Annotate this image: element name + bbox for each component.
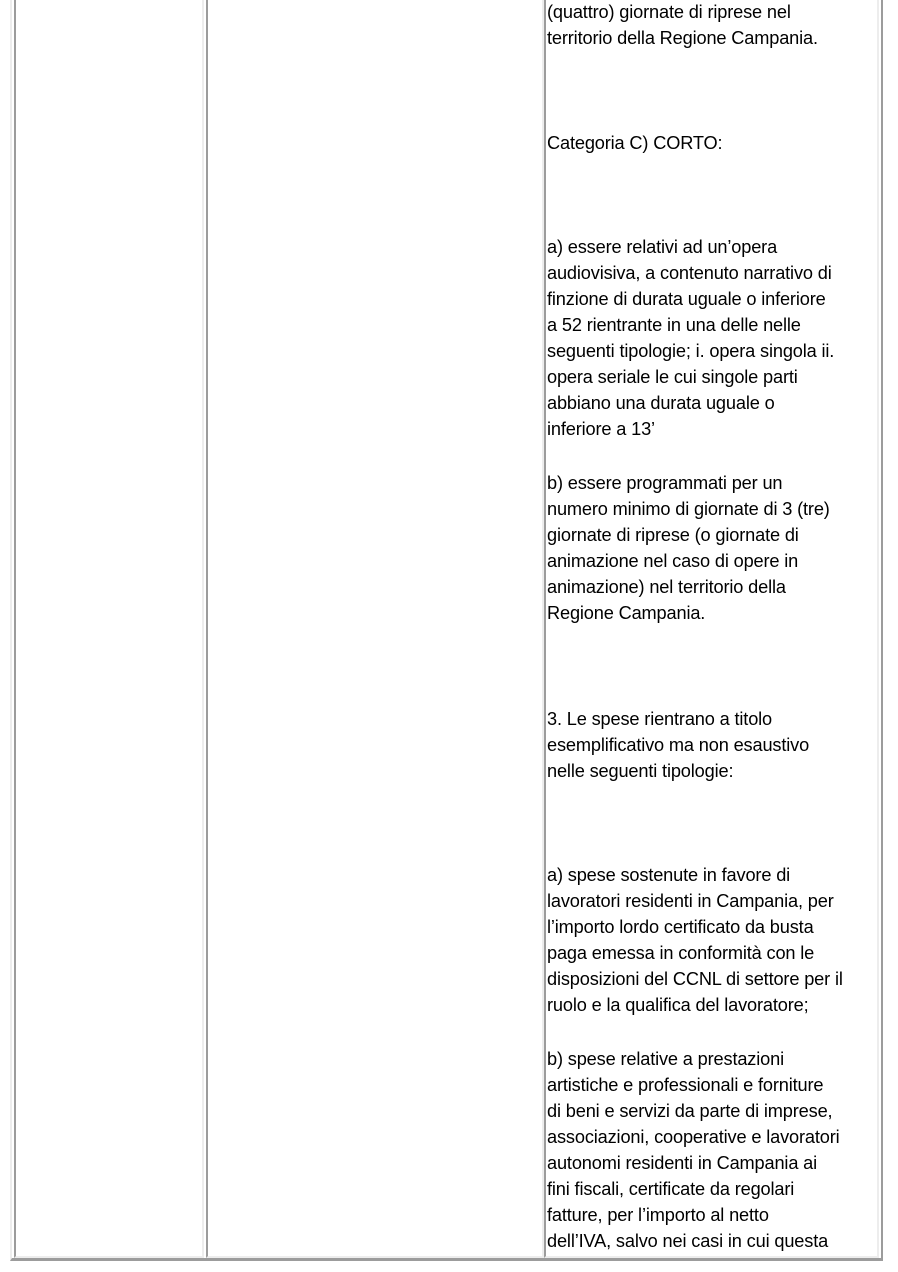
text-line: (quattro) giornate di riprese nel <box>547 2 791 22</box>
text-line: nelle seguenti tipologie: <box>547 761 734 781</box>
text-line: b) essere programmati per un <box>547 473 783 493</box>
text-line: animazione) nel territorio della <box>547 577 786 597</box>
text-line: esemplificativo ma non esaustivo <box>547 735 810 755</box>
paragraph-3-le-spese <box>547 706 877 784</box>
heading-categoria-c <box>547 130 877 156</box>
paragraph-a-essere-relativi <box>547 234 877 442</box>
text-line: Regione Campania. <box>547 603 706 623</box>
text-line: abbiano una durata uguale o <box>547 393 775 413</box>
text-line: ruolo e la qualifica del lavoratore; <box>547 995 809 1015</box>
text-line: paga emessa in conformità con le <box>547 943 815 963</box>
text-line: a) spese sostenute in favore di <box>547 865 791 885</box>
text-line: a 52 rientrante in una delle nelle <box>547 315 801 335</box>
text-line: lavoratori residenti in Campania, per <box>547 891 834 911</box>
text-line: territorio della Regione Campania. <box>547 28 818 48</box>
text-line: opera seriale le cui singole parti <box>547 367 798 387</box>
text-line: finzione di durata uguale o inferiore <box>547 289 826 309</box>
text-line: l’importo lordo certificato da busta <box>547 917 814 937</box>
text-line: disposizioni del CCNL di settore per il <box>547 969 843 989</box>
table-cell-column-1 <box>14 0 204 1258</box>
text-line: 3. Le spese rientrano a titolo <box>547 709 773 729</box>
text-line: giornate di riprese (o giornate di <box>547 525 799 545</box>
text-line: associazioni, cooperative e lavoratori <box>547 1127 840 1147</box>
text-line: fini fiscali, certificate da regolari <box>547 1179 795 1199</box>
text-line: fatture, per l’importo al netto <box>547 1205 769 1225</box>
paragraph-3b-spese-relative <box>547 1046 877 1254</box>
text-line: seguenti tipologie; i. opera singola ii. <box>547 341 835 361</box>
table-cell-column-2 <box>206 0 544 1258</box>
text-line: artistiche e professionali e forniture <box>547 1075 824 1095</box>
text-line: a) essere relativi ad un’opera <box>547 237 778 257</box>
text-line: b) spese relative a prestazioni <box>547 1049 784 1069</box>
text-line: animazione nel caso di opere in <box>547 551 799 571</box>
paragraph-b-essere-programmati <box>547 470 877 626</box>
text-line: autonomi residenti in Campania ai <box>547 1153 818 1173</box>
paragraph-3a-spese-sostenute <box>547 862 877 1018</box>
text-line: dell’IVA, salvo nei casi in cui questa <box>547 1231 829 1251</box>
table-cell-column-3 <box>544 0 879 1258</box>
text-line: inferiore a 13’ <box>547 419 655 439</box>
category-heading: Categoria C) CORTO: <box>547 133 723 153</box>
text-line: di beni e servizi da parte di imprese, <box>547 1101 833 1121</box>
text-line: numero minimo di giornate di 3 (tre) <box>547 499 830 519</box>
paragraph-quattro-giornate <box>547 0 877 51</box>
text-line: audiovisiva, a contenuto narrativo di <box>547 263 832 283</box>
